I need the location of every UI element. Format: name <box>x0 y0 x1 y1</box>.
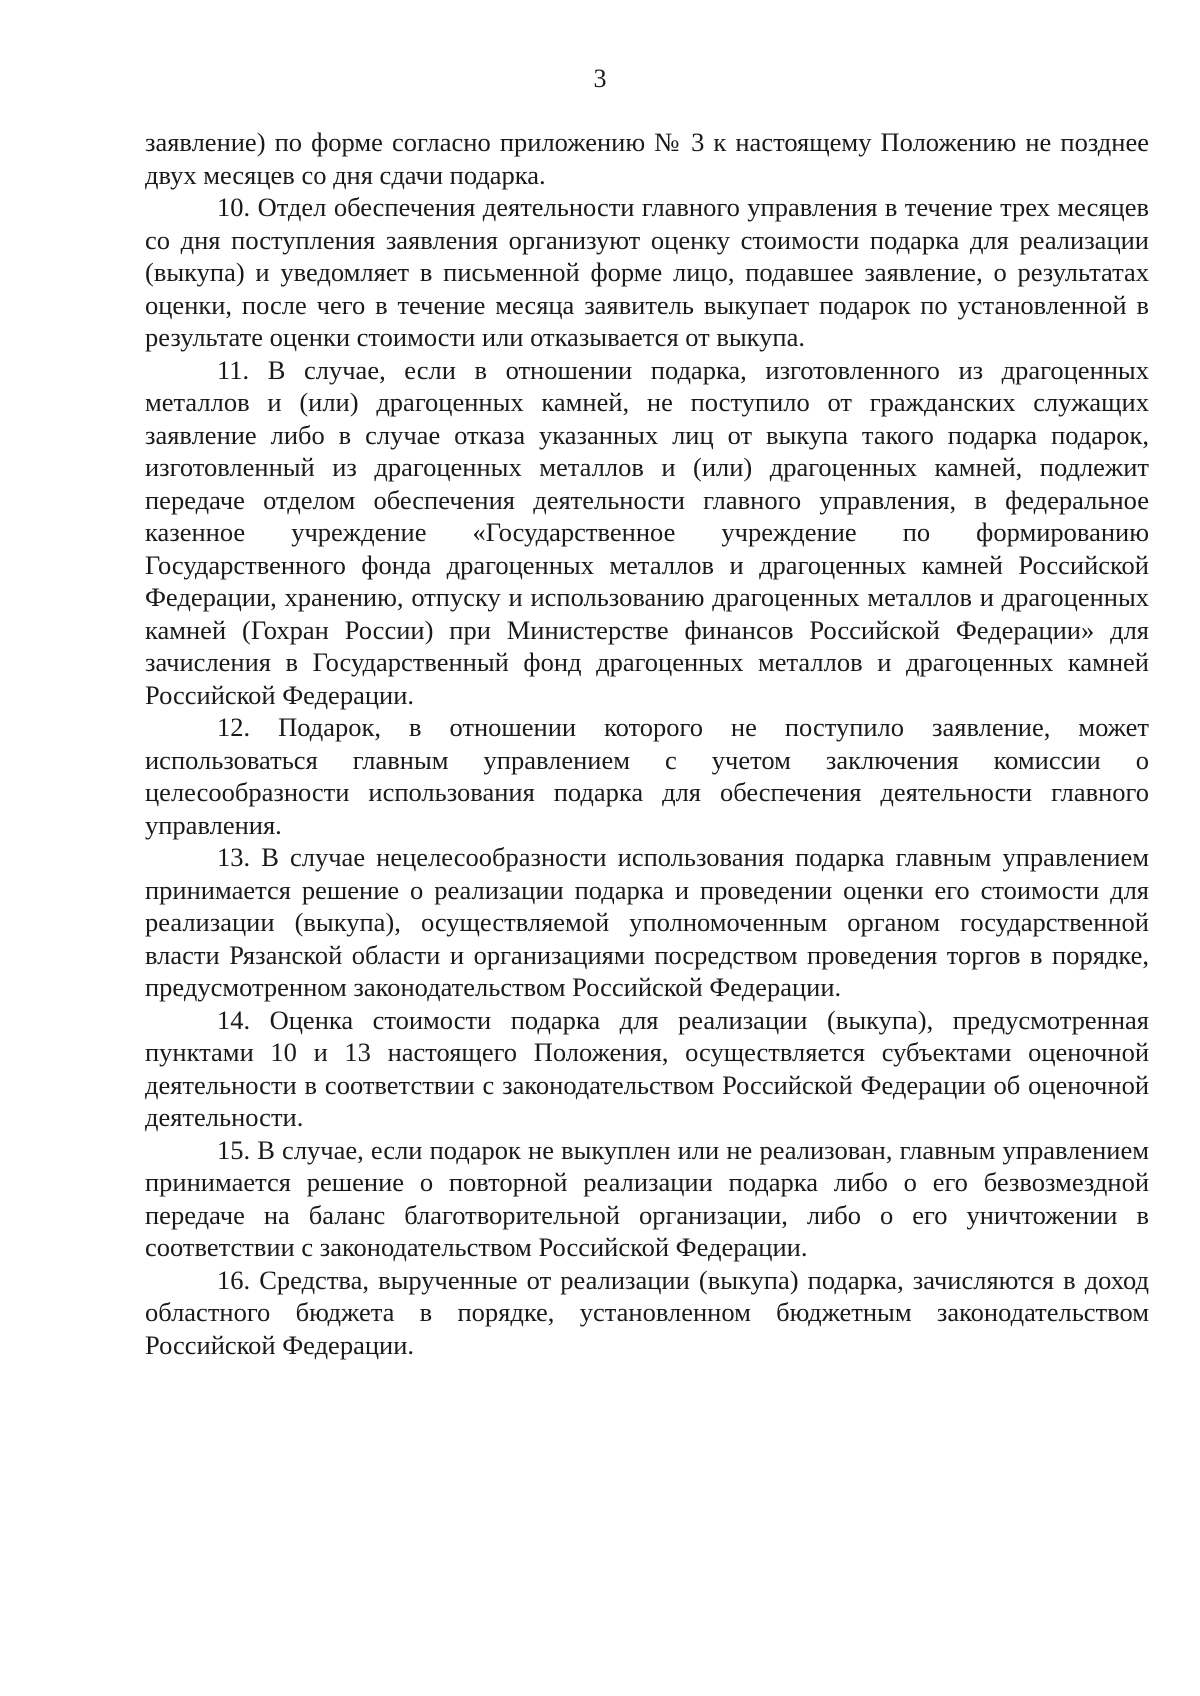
document-body <box>145 126 1149 1361</box>
paragraph-item-12: 12. Подарок, в отношении которого не поступило заявление, может использоваться главным управлением с учетом заключения комиссии о целесообразности использования подарка для обеспечения деятельности главного управления. <box>145 712 1149 840</box>
paragraph-item-10: 10. Отдел обеспечения деятельности главного управления в течение трех месяцев со дня поступления заявления организуют оценку стоимости подарка для реализации (выкупа) и уведомляет в письменной форме лицо, подавшее заявление, о результатах оценки, после чего в течение месяца заявитель выкупает подарок по установленной в результате оценки стоимости или отказывается от выкупа. <box>145 192 1149 352</box>
paragraph-item-16: 16. Средства, вырученные от реализации (выкупа) подарка, зачисляются в доход областного бюджета в порядке, установленном бюджетным законодательством Российской Федерации. <box>145 1264 1149 1360</box>
paragraph-item-15: 15. В случае, если подарок не выкуплен или не реализован, главным управлением принимается решение о повторной реализации подарка либо о его безвозмездной передаче на баланс благотворительной организации, либо о его уничтожении в соответствии с законодательством Российской Федерации. <box>145 1134 1149 1262</box>
page-number: 3 <box>593 64 607 93</box>
paragraph-continuation: заявление) по форме согласно приложению № 3 к настоящему Положению не позднее двух месяцев со дня сдачи подарка. <box>145 127 1149 190</box>
paragraph-item-14: 14. Оценка стоимости подарка для реализации (выкупа), предусмотренная пунктами 10 и 13 настоящего Положения, осуществляется субъектами оценочной деятельности в соответствии с законодательством Российской Федерации об оценочной деятельности. <box>145 1004 1149 1132</box>
paragraph-item-11: 11. В случае, если в отношении подарка, изготовленного из драгоценных металлов и (или) драгоценных камней, не поступило от гражданских служащих заявление либо в случае отказа указанных лиц от выкупа такого подарка подарок, изготовленный из драгоценных металлов и (или) драгоценных камней, подлежит передаче отделом обеспечения деятельности главного управления, в федеральное казенное учреждение «Государственное учреждение по формированию Государственного фонда драгоценных металлов и драгоценных камней Российской Федерации, хранению, отпуску и использованию драгоценных металлов и драгоценных камней (Гохран России) при Министерстве финансов Российской Федерации» для зачисления в Государственный фонд драгоценных металлов и драгоценных камней Российской Федерации. <box>145 354 1149 710</box>
paragraph-item-13: 13. В случае нецелесообразности использования подарка главным управлением принимается решение о реализации подарка и проведении оценки его стоимости для реализации (выкупа), осуществляемой уполномоченным органом государственной власти Рязанской области и организациями посредством проведения торгов в порядке, предусмотренном законодательством Российской Федерации. <box>145 842 1149 1002</box>
